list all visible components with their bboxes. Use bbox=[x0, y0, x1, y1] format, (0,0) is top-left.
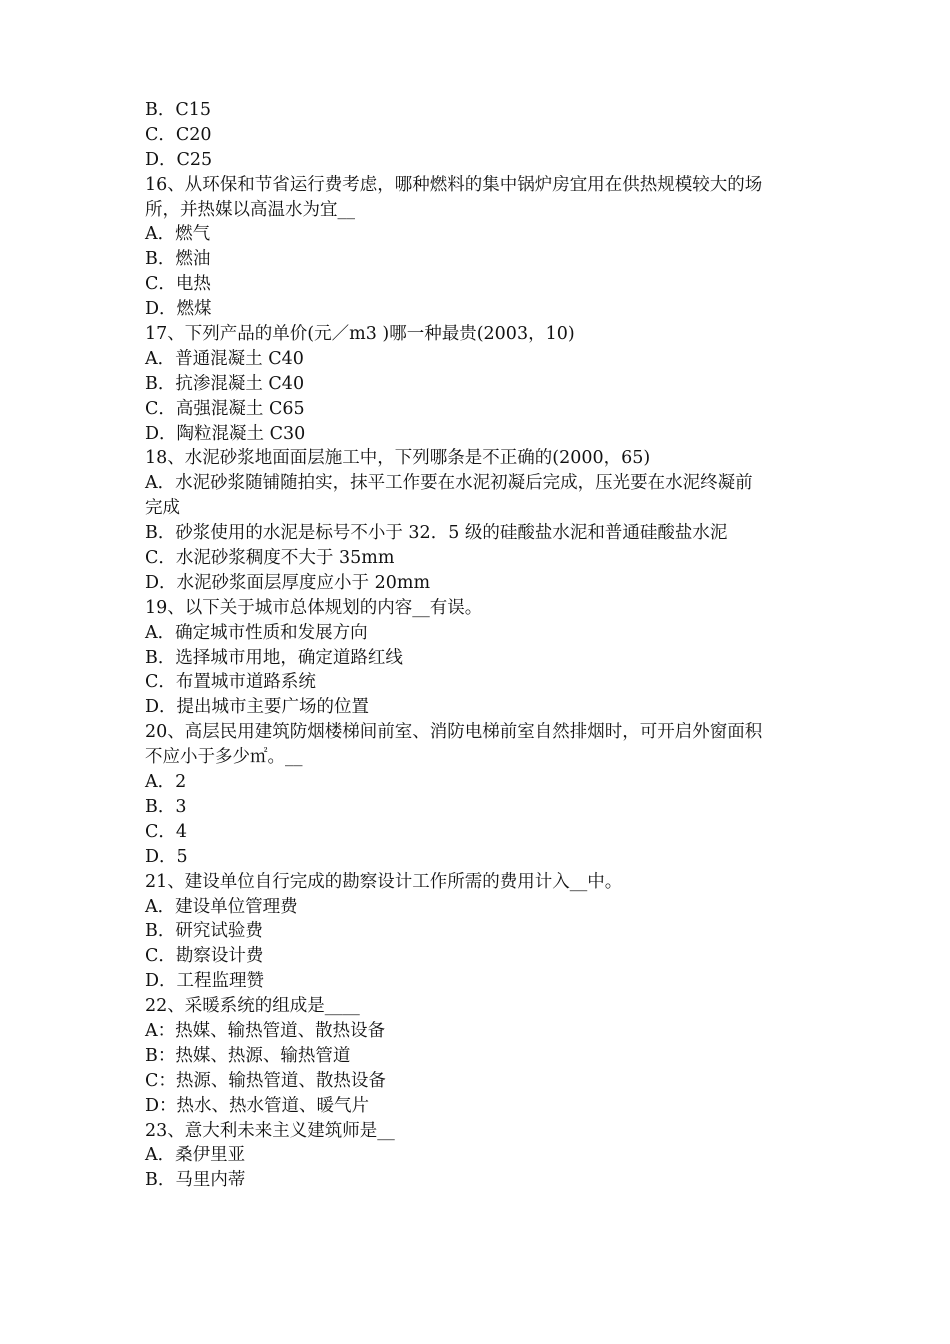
q22-option-c: C：热源、输热管道、散热设备 bbox=[145, 1070, 386, 1091]
question-16-line-2: 所，并热媒以高温水为宜__ bbox=[145, 199, 355, 220]
question-19: 19、以下关于城市总体规划的内容__有误。 bbox=[145, 597, 483, 618]
q21-option-c: C．勘察设计费 bbox=[145, 946, 264, 967]
q19-option-b: B．选择城市用地，确定道路红线 bbox=[145, 647, 403, 668]
q18-option-a-line-1: A．水泥砂浆随铺随拍实，抹平工作要在水泥初凝后完成，压光要在水泥终凝前 bbox=[145, 473, 753, 494]
q18-option-b: B．砂浆使用的水泥是标号不小于 32．5 级的硅酸盐水泥和普通硅酸盐水泥 bbox=[145, 523, 728, 544]
q23-option-a: A．桑伊里亚 bbox=[145, 1145, 246, 1166]
q20-option-c: C．4 bbox=[145, 821, 188, 842]
q18-option-d: D．水泥砂浆面层厚度应小于 20mm bbox=[145, 572, 431, 593]
question-22: 22、采暖系统的组成是____ bbox=[145, 996, 360, 1017]
q18-option-c: C．水泥砂浆稠度不大于 35mm bbox=[145, 548, 395, 569]
q19-option-c: C．布置城市道路系统 bbox=[145, 672, 316, 693]
q20-option-d: D．5 bbox=[145, 846, 188, 867]
q23-option-b: B．马里内蒂 bbox=[145, 1170, 246, 1191]
document-page bbox=[145, 98, 815, 1193]
question-20-line-1: 20、高层民用建筑防烟楼梯间前室、消防电梯前室自然排烟时，可开启外窗面积 bbox=[145, 722, 763, 743]
q17-option-c: C．高强混凝土 C65 bbox=[145, 398, 305, 419]
q22-option-a: A：热媒、输热管道、散热设备 bbox=[145, 1020, 386, 1041]
option-d-c25: D．C25 bbox=[145, 149, 213, 170]
q17-option-b: B．抗渗混凝土 C40 bbox=[145, 373, 305, 394]
q22-option-b: B：热媒、热源、输热管道 bbox=[145, 1045, 351, 1066]
question-23: 23、意大利未来主义建筑师是__ bbox=[145, 1120, 395, 1141]
q17-option-d: D．陶粒混凝土 C30 bbox=[145, 423, 306, 444]
q21-option-b: B．研究试验费 bbox=[145, 921, 263, 942]
q16-option-c: C．电热 bbox=[145, 274, 211, 295]
option-c-c20: C．C20 bbox=[145, 124, 212, 145]
q21-option-a: A．建设单位管理费 bbox=[145, 896, 298, 917]
question-18: 18、水泥砂浆地面面层施工中，下列哪条是不正确的(2000，65) bbox=[145, 448, 651, 469]
q16-option-a: A．燃气 bbox=[145, 224, 211, 245]
q17-option-a: A．普通混凝土 C40 bbox=[145, 348, 304, 369]
question-20-line-2: 不应小于多少㎡。__ bbox=[145, 747, 303, 768]
question-21: 21、建设单位自行完成的勘察设计工作所需的费用计入__中。 bbox=[145, 871, 623, 892]
q18-option-a-line-2: 完成 bbox=[145, 498, 180, 519]
q20-option-a: A．2 bbox=[145, 772, 187, 793]
q21-option-d: D．工程监理赞 bbox=[145, 971, 265, 992]
q20-option-b: B．3 bbox=[145, 796, 187, 817]
q16-option-b: B．燃油 bbox=[145, 249, 211, 270]
option-b-c15: B．C15 bbox=[145, 100, 212, 120]
q16-option-d: D．燃煤 bbox=[145, 299, 212, 320]
question-17: 17、下列产品的单价(元／m3 )哪一种最贵(2003，10) bbox=[145, 324, 575, 345]
q19-option-d: D．提出城市主要广场的位置 bbox=[145, 697, 370, 718]
q22-option-d: D：热水、热水管道、暖气片 bbox=[145, 1095, 370, 1116]
question-16-line-1: 16、从环保和节省运行费考虑，哪种燃料的集中锅炉房宜用在供热规模较大的场 bbox=[145, 174, 763, 195]
q19-option-a: A．确定城市性质和发展方向 bbox=[145, 622, 368, 643]
